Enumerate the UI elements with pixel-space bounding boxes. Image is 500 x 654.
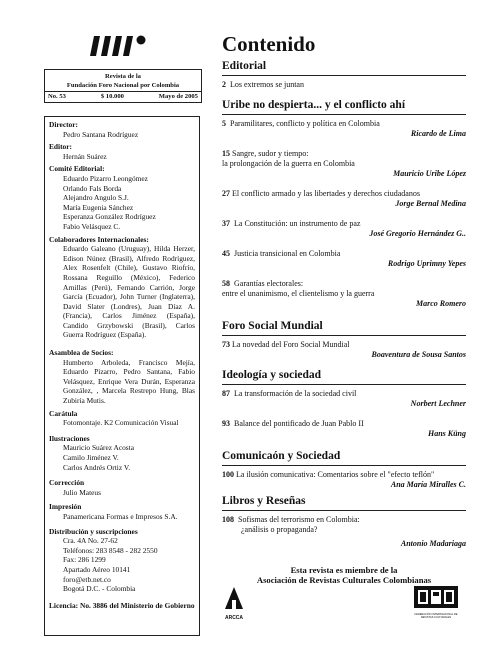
page-number: 5	[222, 119, 226, 128]
issue-number: No. 53	[48, 93, 66, 100]
correccion-title: Corrección	[49, 478, 85, 488]
page-number: 93	[222, 419, 230, 428]
ilustraciones-credit: Mauricio Suárez Acosta	[63, 443, 135, 453]
section-divider	[222, 75, 466, 76]
section-heading-comunicacion: Comunicaón y Sociedad	[222, 450, 341, 462]
caratula-title: Carátula	[49, 408, 78, 418]
article-title: La transformación de la sociedad civil	[234, 389, 357, 398]
article-title: La Constitución: un instrumento de paz	[234, 219, 361, 228]
article-author: Antonio Madariaga	[400, 539, 466, 548]
ilustraciones-credit: Camilo Jiménez V.	[63, 453, 119, 462]
section-heading-libros: Libros y Reseñas	[222, 495, 306, 507]
article-title-line2: entre el unanimismo, el clientelismo y la guerra	[222, 289, 375, 298]
article-title: Paramilitares, conflicto y política en Colombia	[230, 119, 380, 128]
comite-member: Orlando Fals Borda	[63, 183, 122, 193]
association-line1: Esta revista es miembre de la	[290, 565, 398, 575]
page-number: 108	[222, 515, 234, 524]
impresion-title: Impresión	[49, 502, 82, 512]
federation-caption: FEDERACIÓN INTERNACIONAL DE REVISTAS CULTURALES	[414, 613, 458, 619]
toc-entry[interactable]	[222, 340, 466, 360]
page-number: 2	[222, 80, 226, 89]
association-line2: Asociación de Revistas Culturales Colombianas	[256, 575, 432, 585]
issue-date: Mayo de 2005	[158, 93, 198, 100]
article-author: Mauricio Uribe López	[393, 169, 466, 178]
association-note	[222, 565, 466, 585]
article-title: Sofismas del terrorismo en Colombia:	[238, 515, 360, 524]
table-of-contents	[222, 32, 466, 585]
licencia-line: Licencia: No. 3886 del Ministerio de Gobierno	[49, 600, 195, 610]
masthead-issue-row	[45, 91, 201, 102]
distribucion-line: foro@etb.net.co	[63, 574, 111, 584]
section-heading-editorial: Editorial	[222, 60, 267, 72]
arcca-logo-mark	[224, 586, 244, 610]
editor-title: Editor:	[49, 142, 72, 152]
page-number: 100	[222, 470, 234, 479]
article-title: Balance del pontificado de Juan Pablo II	[234, 419, 364, 428]
arcca-logo	[224, 586, 244, 621]
page-number: 27	[222, 189, 230, 198]
section-heading-foro: Foro Social Mundial	[222, 320, 323, 332]
toc-entry[interactable]	[222, 249, 466, 269]
comite-member: Eduardo Pizarro Leongómez	[63, 173, 148, 183]
colaboradores-title: Colaboradores Internacionales:	[49, 234, 149, 244]
toc-entry[interactable]	[222, 80, 466, 90]
masthead-line1: Revista de la	[105, 73, 141, 80]
section-divider	[222, 114, 466, 115]
page-number: 73	[222, 340, 230, 349]
foro-logo-mark	[86, 34, 156, 58]
page-number: 37	[222, 219, 230, 228]
section-divider	[222, 384, 466, 385]
article-title: Justicia transicional en Colombia	[234, 249, 341, 258]
section-divider	[222, 335, 466, 336]
caratula-credit: Fotomontaje. K2 Comunicación Visual	[63, 418, 179, 428]
page-number: 15	[222, 149, 230, 158]
page-title: Contenido	[222, 32, 316, 56]
distribucion-line: Cra. 4A No. 27-62	[63, 536, 118, 546]
article-author: Ricardo de Lima	[410, 129, 466, 138]
federation-logo	[414, 586, 458, 619]
editor-name: Hernán Suárez	[63, 151, 107, 161]
masthead-line2: Fundación Foro Nacional por Colombia	[66, 82, 180, 89]
page-number: 87	[222, 389, 230, 398]
article-title: La novedad del Foro Social Mundial	[232, 340, 350, 349]
foro-logo	[86, 34, 156, 58]
section-divider	[222, 510, 466, 511]
distribucion-title: Distribución y suscripciones	[49, 526, 138, 536]
director-title: Director:	[49, 120, 78, 129]
distribucion-line: Fax: 286 1299	[63, 555, 106, 565]
article-title: La ilusión comunicativa: Comentarios sobre el "efecto teflón"	[236, 470, 435, 479]
article-author: Boaventura de Sousa Santos	[371, 350, 466, 359]
comite-member: Esperanza González Rodríguez	[63, 212, 156, 222]
article-author: Marco Romero	[416, 299, 466, 308]
article-author: Norbert Lechner	[410, 399, 466, 408]
article-title-line2: ¿análisis o propaganda?	[241, 525, 318, 534]
article-title: Garantías electorales:	[234, 279, 304, 288]
article-title: Los extremos se juntan	[230, 80, 304, 89]
colaboradores-list: Eduardo Galeano (Uruguay), Hilda Herzer, Edison Núnez (Brasil), Alfredo Rodríguez, Alex Rosenfelt (Chile), Gustavo Riofrío, Rossana Reguillo (México), Federico Arnillas (Perú), Fernando Carrión, Jorge García (Ecuador), John Turner (Inglaterra), David Slater (Londres), Juan Díaz A. (Francia), Carlos Jiménez (España), Candido Grzybowski (Brasil), Carlos Guerra Rodríguez (España).	[63, 244, 195, 340]
article-author: Hans Küng	[427, 429, 466, 438]
distribucion-line: Apartado Aéreo 10141	[63, 564, 131, 574]
impresion-credit: Panamericana Formas e Impresos S.A.	[63, 511, 178, 521]
page-number: 45	[222, 249, 230, 258]
section-divider	[222, 465, 466, 466]
article-title-line2: la prolongación de la guerra en Colombia	[222, 159, 355, 168]
toc-entry[interactable]	[222, 149, 466, 179]
toc-entry[interactable]	[222, 219, 466, 239]
section-heading-ideologia: Ideología y sociedad	[222, 369, 322, 381]
article-author: Jorge Bernal Medina	[395, 199, 466, 208]
toc-entry[interactable]	[222, 389, 466, 409]
masthead-title	[45, 70, 201, 91]
comite-member: Alejandro Angulo S.J.	[63, 193, 129, 203]
federation-logo-mark	[414, 586, 458, 608]
masthead-box	[44, 69, 202, 103]
article-author: Rodrigo Uprimny Yepes	[387, 259, 466, 268]
toc-entry[interactable]	[222, 189, 466, 209]
ilustraciones-title: Ilustraciones	[49, 433, 90, 443]
article-author: José Gregorio Hernández G..	[369, 229, 466, 238]
toc-entry[interactable]	[222, 470, 466, 490]
asamblea-list: Humberto Arboleda, Francisco Mejía, Eduardo Pizarro, Pedro Santana, Fabio Velásquez, Enrique Vera Durán, Esperanza González, , Marcela Restrepo Hung, Blas Zubiría Mutis.	[63, 357, 195, 406]
asamblea-title: Asamblea de Socios:	[49, 348, 114, 358]
article-title: Sangre, sudor y tiempo:	[232, 149, 309, 158]
issue-price: $ 10.000	[100, 93, 124, 100]
comite-member: Fabio Velásquez C.	[63, 221, 121, 231]
article-title: El conflicto armado y las libertades y derechos ciudadanos	[232, 189, 420, 198]
credits-box	[44, 116, 200, 636]
toc-entry[interactable]	[222, 279, 466, 309]
distribucion-line: Bogotá D.C. - Colombia	[63, 584, 136, 594]
toc-entry[interactable]	[222, 515, 466, 549]
section-heading-uribe: Uribe no despierta... y el conflicto ahí	[222, 99, 406, 111]
comite-title: Comité Editorial:	[49, 164, 105, 174]
article-author: Ana María Miralles C.	[390, 480, 466, 489]
comite-member: María Eugenia Sánchez	[63, 202, 134, 212]
distribucion-line: Teléfonos: 283 8548 - 282 2550	[63, 545, 158, 555]
toc-entry[interactable]	[222, 119, 466, 139]
correccion-credit: Julio Mateus	[63, 487, 101, 497]
toc-entry[interactable]	[222, 419, 466, 439]
arcca-label: ARCCA	[224, 615, 244, 621]
page-number: 58	[222, 279, 230, 288]
ilustraciones-credit: Carlos Andrés Ortiz V.	[63, 462, 131, 472]
director-name: Pedro Santana Rodríguez	[63, 129, 139, 139]
